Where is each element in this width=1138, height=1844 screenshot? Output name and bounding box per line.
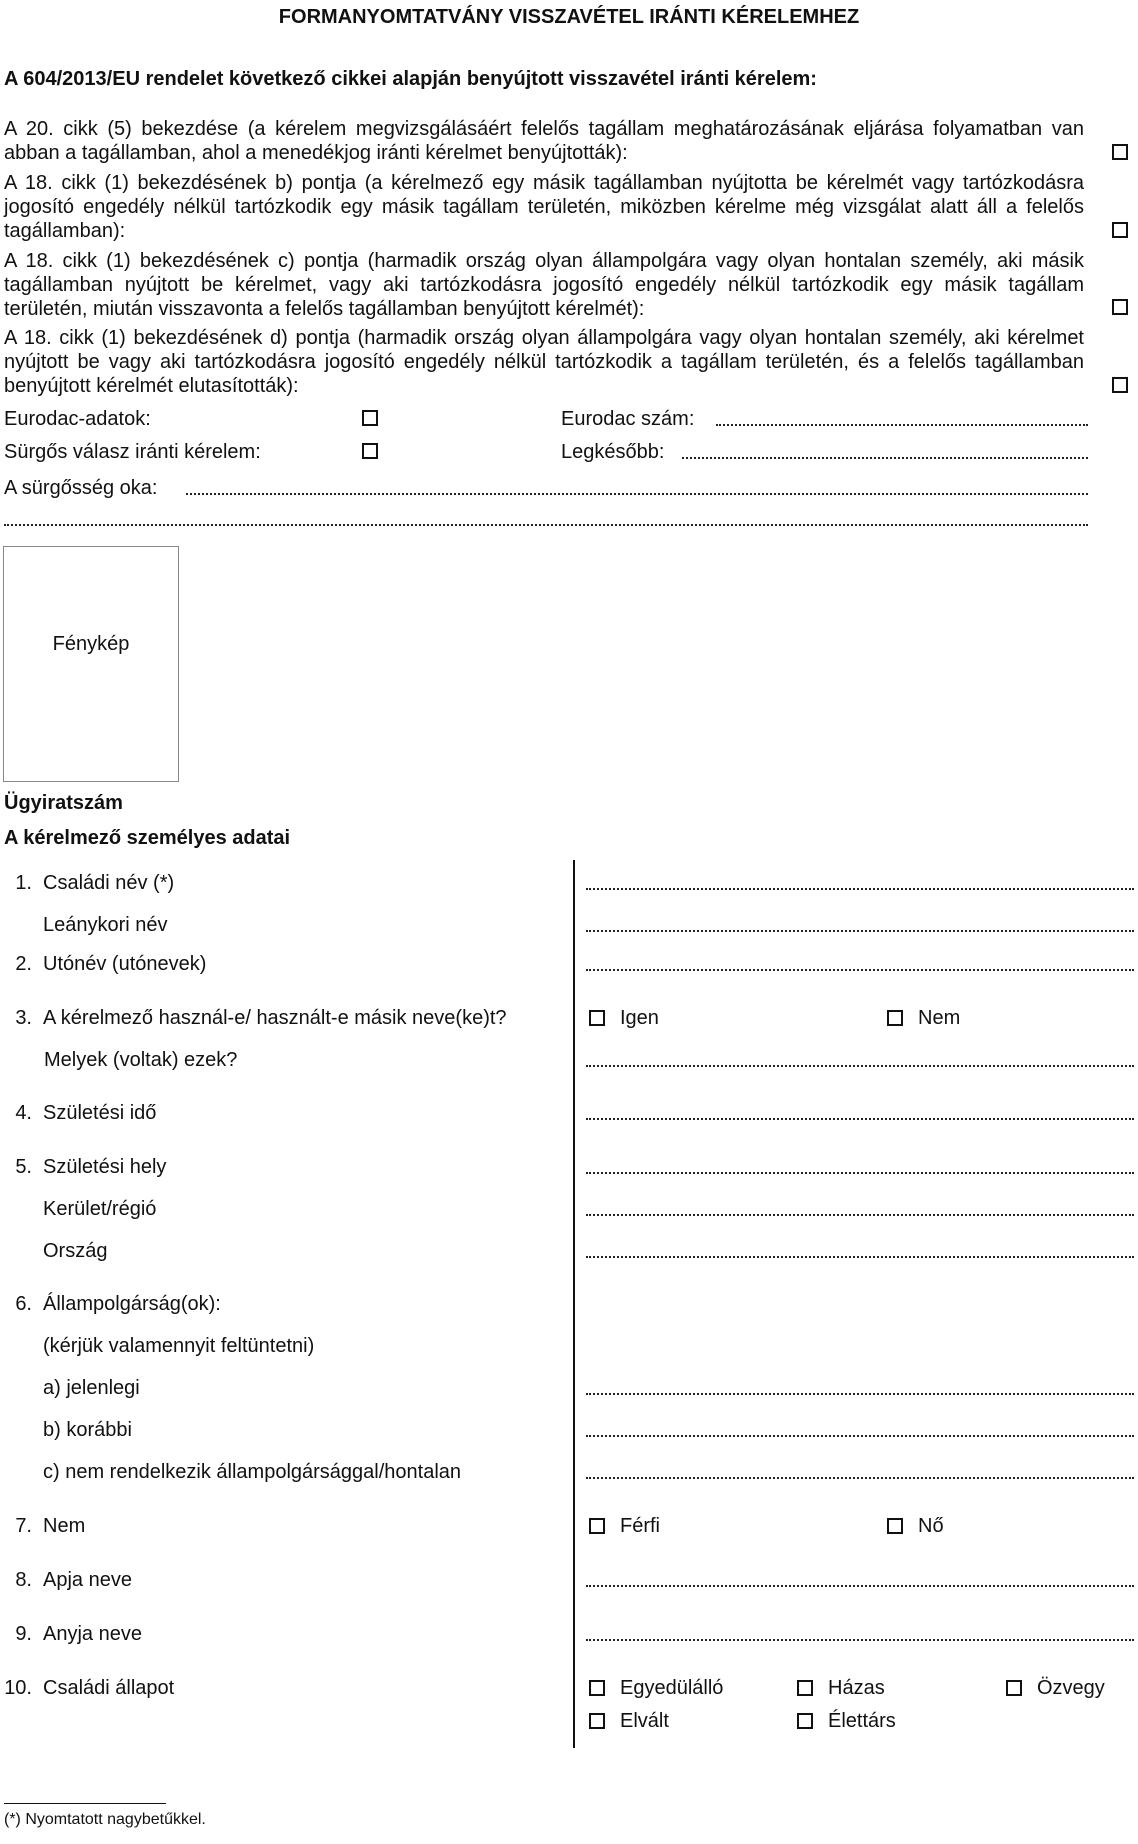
eurodac-data-checkbox[interactable] (362, 410, 378, 426)
field-8-number: 8. (15, 1569, 32, 1591)
article-18-1d-text: A 18. cikk (1) bekezdésének d) pontja (harmadik ország olyan állampolgára vagy olyan hontalan személy, aki kérelmet nyújtott be vagy aki tartózkodásra jogosító engedély nélkül tartózkodik a tagállam területén, és a felelős tagállamban benyújtott kérelmét elutasították): (4, 327, 1084, 397)
latest-date-label: Legkésőbb: (561, 441, 665, 463)
family-name-field[interactable] (586, 888, 1134, 890)
stateless-field[interactable] (586, 1477, 1134, 1479)
urgent-reply-label: Sürgős válasz iránti kérelem: (4, 441, 261, 463)
nationality-note: (kérjük valamennyit feltüntetni) (43, 1335, 315, 1357)
field-10-number: 10. (4, 1677, 32, 1699)
field-9-number: 9. (15, 1623, 32, 1645)
marital-married-checkbox[interactable] (797, 1680, 813, 1696)
article-18-1c-text: A 18. cikk (1) bekezdésének c) pontja (harmadik ország olyan állampolgára vagy olyan hontalan személy, aki másik tagállamban nyújtott be kérelmet, vagy aki tartózkodásra jogosító engedély nélkül tartózkodik egy másik tagállam területén, miután visszavonta a felelős tagállamban benyújtott kérelmét): (4, 250, 1084, 320)
stateless-label: c) nem rendelkezik állampolgársággal/hontalan (43, 1461, 462, 1483)
birth-date-field[interactable] (586, 1118, 1134, 1120)
article-18-1d-checkbox[interactable] (1112, 377, 1128, 393)
article-18-1b-checkbox[interactable] (1112, 222, 1128, 238)
mother-name-field[interactable] (586, 1639, 1134, 1641)
article-20-5-text: A 20. cikk (5) bekezdése (a kérelem megvizsgálásáért felelős tagállam meghatározásának eljárása folyamatban van abban a tagállamban, ahol a menedékjog iránti kérelmet benyújtották): (4, 118, 1084, 164)
eurodac-number-label: Eurodac szám: (561, 408, 695, 430)
district-region-label: Kerület/régió (43, 1198, 157, 1220)
field-2-number: 2. (15, 953, 32, 975)
form-title: FORMANYOMTATVÁNY VISSZAVÉTEL IRÁNTI KÉRELEMHEZ (278, 6, 860, 28)
personal-data-heading: A kérelmező személyes adatai (4, 827, 291, 849)
first-name-field[interactable] (586, 969, 1134, 971)
marital-partner-checkbox[interactable] (797, 1713, 813, 1729)
marital-divorced-label: Elvált (620, 1710, 669, 1732)
article-18-1c-checkbox[interactable] (1112, 299, 1128, 315)
urgency-reason-field[interactable] (186, 493, 1088, 495)
urgency-reason-field-line2[interactable] (4, 524, 1088, 526)
nationality-label: Állampolgárság(ok): (43, 1293, 221, 1315)
father-name-field[interactable] (586, 1585, 1134, 1587)
first-name-label: Utónév (utónevek) (43, 953, 207, 975)
family-name-label: Családi név (*) (43, 872, 175, 894)
other-names-no-checkbox[interactable] (887, 1010, 903, 1026)
marital-single-checkbox[interactable] (589, 1680, 605, 1696)
marital-divorced-checkbox[interactable] (589, 1713, 605, 1729)
sex-female-checkbox[interactable] (887, 1518, 903, 1534)
mother-name-label: Anyja neve (43, 1623, 142, 1645)
marital-single-label: Egyedülálló (620, 1677, 724, 1699)
birth-place-label: Születési hely (43, 1156, 167, 1178)
field-4-number: 4. (15, 1102, 32, 1124)
country-field[interactable] (586, 1256, 1134, 1258)
other-names-yes-label: Igen (620, 1007, 659, 1029)
district-region-field[interactable] (586, 1214, 1134, 1216)
field-1-number: 1. (15, 872, 32, 894)
sex-male-checkbox[interactable] (589, 1518, 605, 1534)
which-names-label: Melyek (voltak) ezek? (44, 1049, 238, 1071)
nationality-former-label: b) korábbi (43, 1419, 132, 1441)
which-names-field[interactable] (586, 1065, 1134, 1067)
marital-status-label: Családi állapot (43, 1677, 175, 1699)
marital-widowed-checkbox[interactable] (1006, 1680, 1022, 1696)
eurodac-number-field[interactable] (716, 424, 1088, 426)
photo-box (3, 546, 179, 782)
birth-place-field[interactable] (586, 1172, 1134, 1174)
country-label: Ország (43, 1240, 108, 1262)
marital-widowed-label: Özvegy (1037, 1677, 1105, 1699)
nationality-current-field[interactable] (586, 1393, 1134, 1395)
footnote: (*) Nyomtatott nagybetűkkel. (4, 1811, 206, 1828)
field-3-number: 3. (15, 1007, 32, 1029)
maiden-name-label: Leánykori név (43, 914, 168, 936)
birth-date-label: Születési idő (43, 1102, 157, 1124)
photo-label: Fénykép (52, 633, 130, 655)
marital-married-label: Házas (828, 1677, 885, 1699)
urgent-reply-checkbox[interactable] (362, 443, 378, 459)
other-names-no-label: Nem (918, 1007, 961, 1029)
nationality-former-field[interactable] (586, 1435, 1134, 1437)
father-name-label: Apja neve (43, 1569, 132, 1591)
field-7-number: 7. (15, 1515, 32, 1537)
latest-date-field[interactable] (682, 457, 1088, 459)
urgency-reason-label: A sürgősség oka: (4, 477, 158, 499)
nationality-current-label: a) jelenlegi (43, 1377, 140, 1399)
sex-female-label: Nő (918, 1515, 944, 1537)
field-6-number: 6. (15, 1293, 32, 1315)
column-divider (573, 860, 575, 1748)
other-names-yes-checkbox[interactable] (589, 1010, 605, 1026)
maiden-name-field[interactable] (586, 930, 1134, 932)
field-5-number: 5. (15, 1156, 32, 1178)
file-number-label: Ügyiratszám (4, 792, 123, 814)
marital-partner-label: Élettárs (828, 1710, 896, 1732)
article-20-5-checkbox[interactable] (1112, 144, 1128, 160)
sex-male-label: Férfi (620, 1515, 660, 1537)
eurodac-data-label: Eurodac-adatok: (4, 408, 151, 430)
other-names-label: A kérelmező használ-e/ használt-e másik neve(ke)t? (43, 1007, 507, 1029)
intro-text: A 604/2013/EU rendelet következő cikkei alapján benyújtott visszavétel iránti kérelem: (4, 68, 817, 90)
sex-label: Nem (43, 1515, 86, 1537)
article-18-1b-text: A 18. cikk (1) bekezdésének b) pontja (a kérelmező egy másik tagállamban nyújtotta be kérelmét vagy tartózkodásra jogosító engedély nélkül tartózkodik egy másik tagállam területén, miközben kérelme még vizsgálat alatt áll a felelős tagállamban): (4, 172, 1084, 242)
footnote-separator (4, 1803, 166, 1804)
